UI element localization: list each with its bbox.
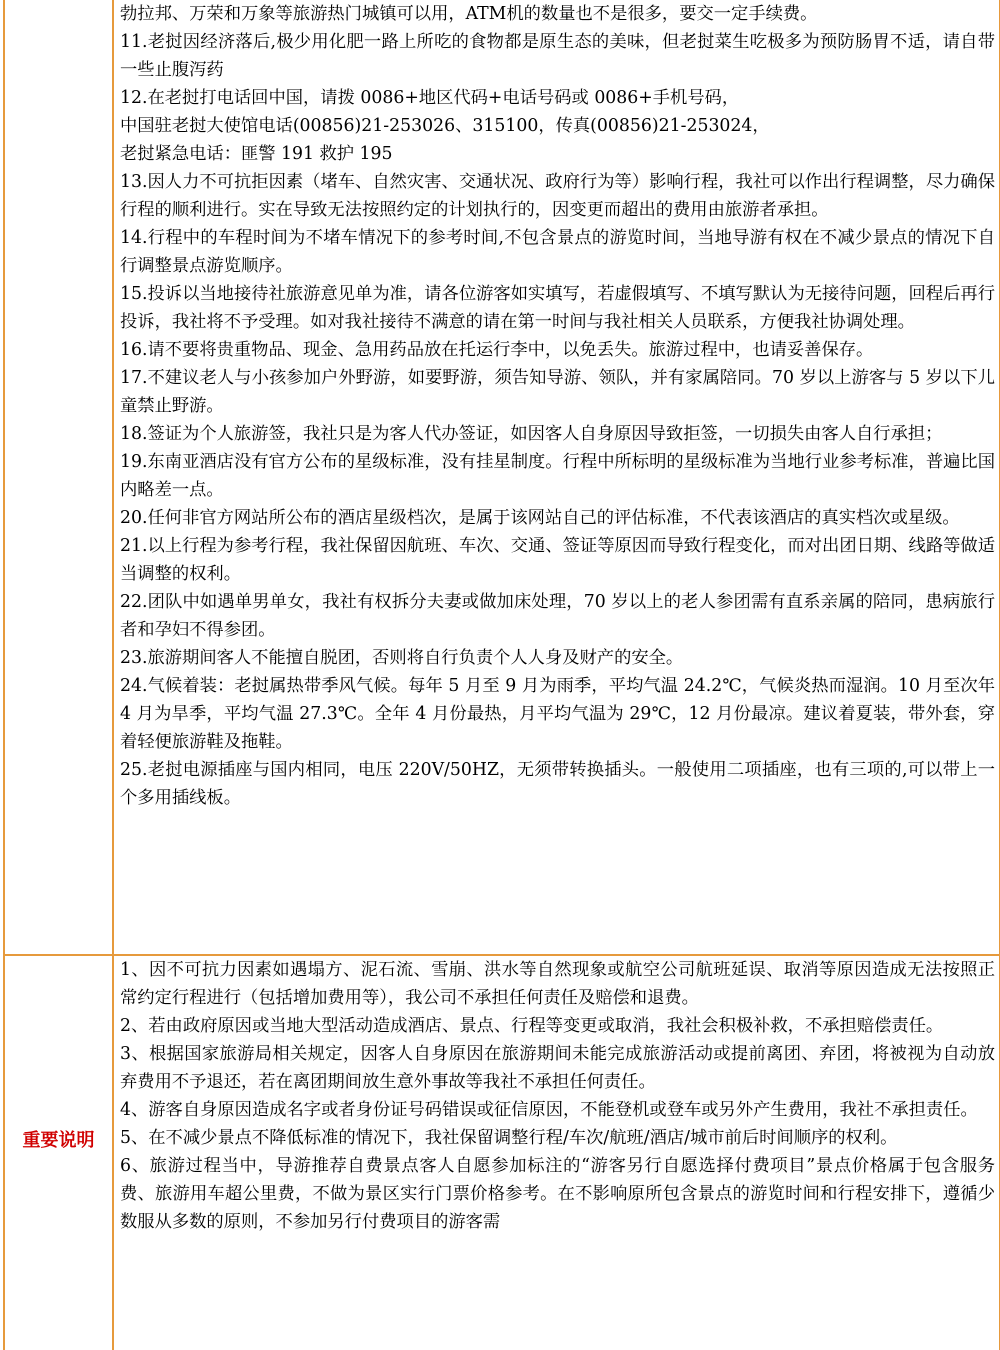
important-item-5: 5、在不减少景点不降低标准的情况下，我社保留调整行程/车次/航班/酒店/城市前后时间顺序的权利。 bbox=[120, 1128, 898, 1148]
important-text bbox=[120, 956, 995, 1236]
note-item-16: 16.请不要将贵重物品、现金、急用药品放在托运行李中，以免丢失。旅游过程中，也请妥善保存。 bbox=[120, 340, 874, 360]
important-label: 重要说明 bbox=[22, 1130, 95, 1151]
embassy-phone: 中国驻老挝大使馆电话(00856)21-253026、315100，传真(00856)21-253024， bbox=[120, 116, 770, 136]
important-item-1: 1、因不可抗力因素如遇塌方、泥石流、雪崩、洪水等自然现象或航空公司航班延误、取消等原因造成无法按照正常约定行程进行（包括增加费用等），我公司不承担任何责任及赔偿和退费。 bbox=[120, 960, 995, 1008]
note-item-18: 18.签证为个人旅游签，我社只是为客人代办签证，如因客人自身原因导致拒签，一切损失由客人自行承担； bbox=[120, 424, 943, 444]
important-item-2: 2、若由政府原因或当地大型活动造成酒店、景点、行程等变更或取消，我社会积极补救，不承担赔偿责任。 bbox=[120, 1016, 944, 1036]
label-cell-important bbox=[3, 956, 112, 1350]
emergency-phone: 老挝紧急电话：匪警 191 救护 195 bbox=[120, 144, 393, 164]
note-item-13: 13.因人力不可抗拒因素（堵车、自然灾害、交通状况、政府行为等）影响行程，我社可以作出行程调整，尽力确保行程的顺利进行。实在导致无法按照约定的计划执行的，因变更而超出的费用由旅游者承担。 bbox=[120, 172, 995, 220]
important-item-3: 3、根据国家旅游局相关规定，因客人自身原因在旅游期间未能完成旅游活动或提前离团、弃团，将被视为自动放弃费用不予退还，若在离团期间放生意外事故等我社不承担任何责任。 bbox=[120, 1044, 995, 1092]
note-item-17: 17.不建议老人与小孩参加户外野游，如要野游，须告知导游、领队，并有家属陪同。70 岁以上游客与 5 岁以下儿童禁止野游。 bbox=[120, 368, 995, 416]
note-item-12: 12.在老挝打电话回中国，请拨 0086+地区代码+电话号码或 0086+手机号码， bbox=[120, 88, 740, 108]
important-item-6: 6、旅游过程当中，导游推荐自费景点客人自愿参加标注的“游客另行自愿选择付费项目”景点价格属于包含服务费、旅游用车超公里费，不做为景区实行门票价格参考。在不影响原所包含景点的游览时间和行程安排下，遵循少数服从多数的原则，不参加另行付费项目的游客需 bbox=[120, 1156, 995, 1232]
notes-text bbox=[120, 0, 995, 812]
important-cell bbox=[112, 956, 1000, 1350]
note-line: 勃拉邦、万荣和万象等旅游热门城镇可以用，ATM机的数量也不是很多，要交一定手续费。 bbox=[120, 4, 818, 24]
note-item-21: 21.以上行程为参考行程，我社保留因航班、车次、交通、签证等原因而导致行程变化，而对出团日期、线路等做适当调整的权利。 bbox=[120, 536, 995, 584]
notes-cell bbox=[112, 0, 1000, 956]
note-item-23: 23.旅游期间客人不能擅自脱团，否则将自行负责个人人身及财产的安全。 bbox=[120, 648, 684, 668]
important-item-4: 4、游客自身原因造成名字或者身份证号码错误或征信原因，不能登机或登车或另外产生费用，我社不承担责任。 bbox=[120, 1100, 978, 1120]
note-item-20: 20.任何非官方网站所公布的酒店星级档次，是属于该网站自己的评估标准，不代表该酒店的真实档次或星级。 bbox=[120, 508, 960, 528]
note-item-24: 24.气候着装：老挝属热带季风气候。每年 5 月至 9 月为雨季，平均气温 24.2℃，气候炎热而湿润。10 月至次年 4 月为旱季，平均气温 27.3℃。全年 4 月份最热，月平均气温为 29℃，12 月份最凉。建议着夏装，带外套，穿着轻便旅游鞋及拖鞋。 bbox=[120, 676, 995, 752]
note-item-11: 11.老挝因经济落后,极少用化肥一路上所吃的食物都是原生态的美味，但老挝菜生吃极多为预防肠胃不适，请自带一些止腹泻药 bbox=[120, 32, 995, 80]
note-item-19: 19.东南亚酒店没有官方公布的星级标准，没有挂星制度。行程中所标明的星级标准为当地行业参考标准，普遍比国内略差一点。 bbox=[120, 452, 995, 500]
note-item-25: 25.老挝电源插座与国内相同，电压 220V/50HZ，无须带转换插头。一般使用二项插座，也有三项的,可以带上一个多用插线板。 bbox=[120, 760, 995, 808]
note-item-14: 14.行程中的车程时间为不堵车情况下的参考时间,不包含景点的游览时间，当地导游有权在不减少景点的情况下自行调整景点游览顺序。 bbox=[120, 228, 995, 276]
label-cell-notes bbox=[3, 0, 112, 956]
note-item-15: 15.投诉以当地接待社旅游意见单为准，请各位游客如实填写，若虚假填写、不填写默认为无接待问题，回程后再行投诉，我社将不予受理。如对我社接待不满意的请在第一时间与我社相关人员联系，方便我社协调处理。 bbox=[120, 284, 995, 332]
note-item-22: 22.团队中如遇单男单女，我社有权拆分夫妻或做加床处理，70 岁以上的老人参团需有直系亲属的陪同，患病旅行者和孕妇不得参团。 bbox=[120, 592, 995, 640]
